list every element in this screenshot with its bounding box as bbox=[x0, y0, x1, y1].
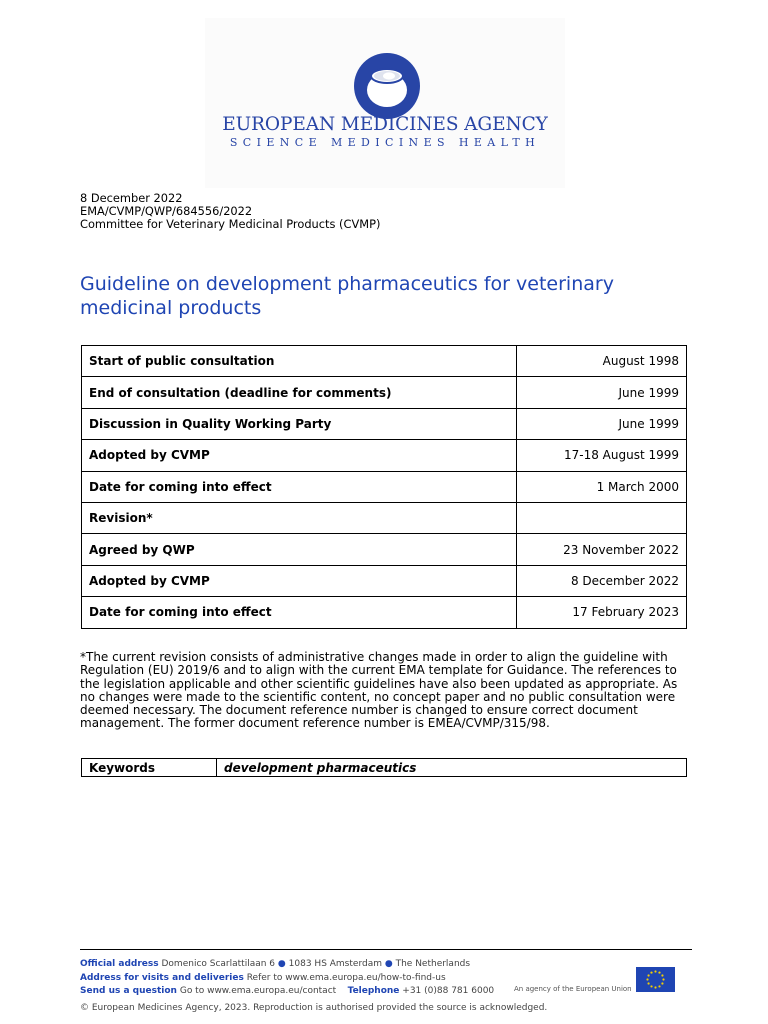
copyright-notice: © European Medicines Agency, 2023. Reproduction is authorised provided the source is acknowledged. bbox=[80, 1003, 548, 1013]
official-address-label: Official address bbox=[80, 959, 159, 969]
row-value: June 1999 bbox=[517, 408, 687, 439]
document-meta bbox=[80, 192, 380, 231]
visits-link[interactable]: Refer to www.ema.europa.eu/how-to-find-us bbox=[246, 972, 446, 983]
table-row bbox=[82, 534, 687, 565]
eu-star-icon bbox=[646, 978, 648, 980]
address-country: The Netherlands bbox=[395, 959, 471, 969]
row-label: Discussion in Quality Working Party bbox=[82, 408, 517, 439]
timeline-table bbox=[81, 345, 687, 629]
row-label: Adopted by CVMP bbox=[82, 565, 517, 596]
eu-star-icon bbox=[661, 974, 663, 976]
row-label: Adopted by CVMP bbox=[82, 440, 517, 471]
row-label: Date for coming into effect bbox=[82, 471, 517, 502]
row-value: June 1999 bbox=[517, 377, 687, 408]
question-label: Send us a question bbox=[80, 986, 177, 996]
row-label: End of consultation (deadline for comments) bbox=[82, 377, 517, 408]
table-row bbox=[82, 377, 687, 408]
address-city: 1083 HS Amsterdam bbox=[288, 959, 382, 969]
eu-star-icon bbox=[658, 971, 660, 973]
agency-name: EUROPEAN MEDICINES AGENCY bbox=[222, 114, 548, 135]
row-label: Start of public consultation bbox=[82, 346, 517, 377]
committee-name: Committee for Veterinary Medicinal Products (CVMP) bbox=[80, 217, 381, 231]
table-row bbox=[82, 597, 687, 628]
row-value: 23 November 2022 bbox=[517, 534, 687, 565]
eu-star-icon bbox=[654, 970, 656, 972]
table-row bbox=[82, 346, 687, 377]
telephone-label: Telephone bbox=[347, 986, 400, 996]
contact-line bbox=[80, 985, 494, 999]
eu-star-icon bbox=[650, 985, 652, 987]
row-label: Revision* bbox=[82, 502, 517, 533]
row-value: 17-18 August 1999 bbox=[517, 440, 687, 471]
telephone-number: +31 (0)88 781 6000 bbox=[402, 986, 495, 996]
contact-link[interactable]: Go to www.ema.europa.eu/contact bbox=[179, 986, 337, 996]
document-date: 8 December 2022 bbox=[80, 191, 183, 205]
table-row bbox=[82, 408, 687, 439]
footer-divider bbox=[80, 949, 692, 950]
keywords-label: Keywords bbox=[82, 759, 217, 777]
footer bbox=[80, 958, 494, 999]
visits-label: Address for visits and deliveries bbox=[80, 972, 244, 983]
row-value: 8 December 2022 bbox=[517, 565, 687, 596]
eu-star-icon bbox=[654, 986, 656, 988]
revision-note: *The current revision consists of administrative changes made in order to align the guideline with Regulation (EU) 2019/6 and to align with the current EMA template for Guidance. The references to the legislation applicable and other scientific guidelines have also been updated as appropriate. As no changes were made to the scientific content, no concept paper and no public consultation were deemed necessary. The document reference number is changed to ensure correct document management. The former document reference number is EMEA/CVMP/315/98. bbox=[80, 650, 678, 731]
eu-star-icon bbox=[658, 985, 660, 987]
table-row bbox=[82, 471, 687, 502]
agency-logo bbox=[205, 18, 565, 188]
bullet-icon: ● bbox=[277, 959, 286, 969]
eu-star-icon bbox=[650, 971, 652, 973]
row-label: Date for coming into effect bbox=[82, 597, 517, 628]
row-label: Agreed by QWP bbox=[82, 534, 517, 565]
eu-star-icon bbox=[662, 978, 664, 980]
eu-star-icon bbox=[661, 982, 663, 984]
eu-agency-note: An agency of the European Union bbox=[514, 985, 632, 993]
bullet-icon: ● bbox=[384, 959, 393, 969]
row-value bbox=[517, 502, 687, 533]
row-value: August 1998 bbox=[517, 346, 687, 377]
document-reference: EMA/CVMP/QWP/684556/2022 bbox=[80, 204, 253, 218]
table-row bbox=[82, 565, 687, 596]
eu-flag-icon bbox=[636, 967, 675, 992]
official-address-line bbox=[80, 958, 494, 972]
address-street: Domenico Scarlattilaan 6 bbox=[161, 959, 276, 969]
document-title: Guideline on development pharmaceutics for veterinary medicinal products bbox=[80, 273, 614, 319]
row-value: 1 March 2000 bbox=[517, 471, 687, 502]
table-row bbox=[82, 440, 687, 471]
row-value: 17 February 2023 bbox=[517, 597, 687, 628]
ema-emblem-icon bbox=[353, 52, 421, 120]
keywords-table bbox=[81, 758, 687, 777]
visits-line bbox=[80, 972, 494, 986]
table-row bbox=[82, 502, 687, 533]
eu-star-icon bbox=[647, 982, 649, 984]
eu-star-icon bbox=[647, 974, 649, 976]
table-row bbox=[82, 759, 687, 777]
agency-tagline: SCIENCE MEDICINES HEALTH bbox=[229, 136, 541, 149]
keywords-value: development pharmaceutics bbox=[217, 759, 687, 777]
